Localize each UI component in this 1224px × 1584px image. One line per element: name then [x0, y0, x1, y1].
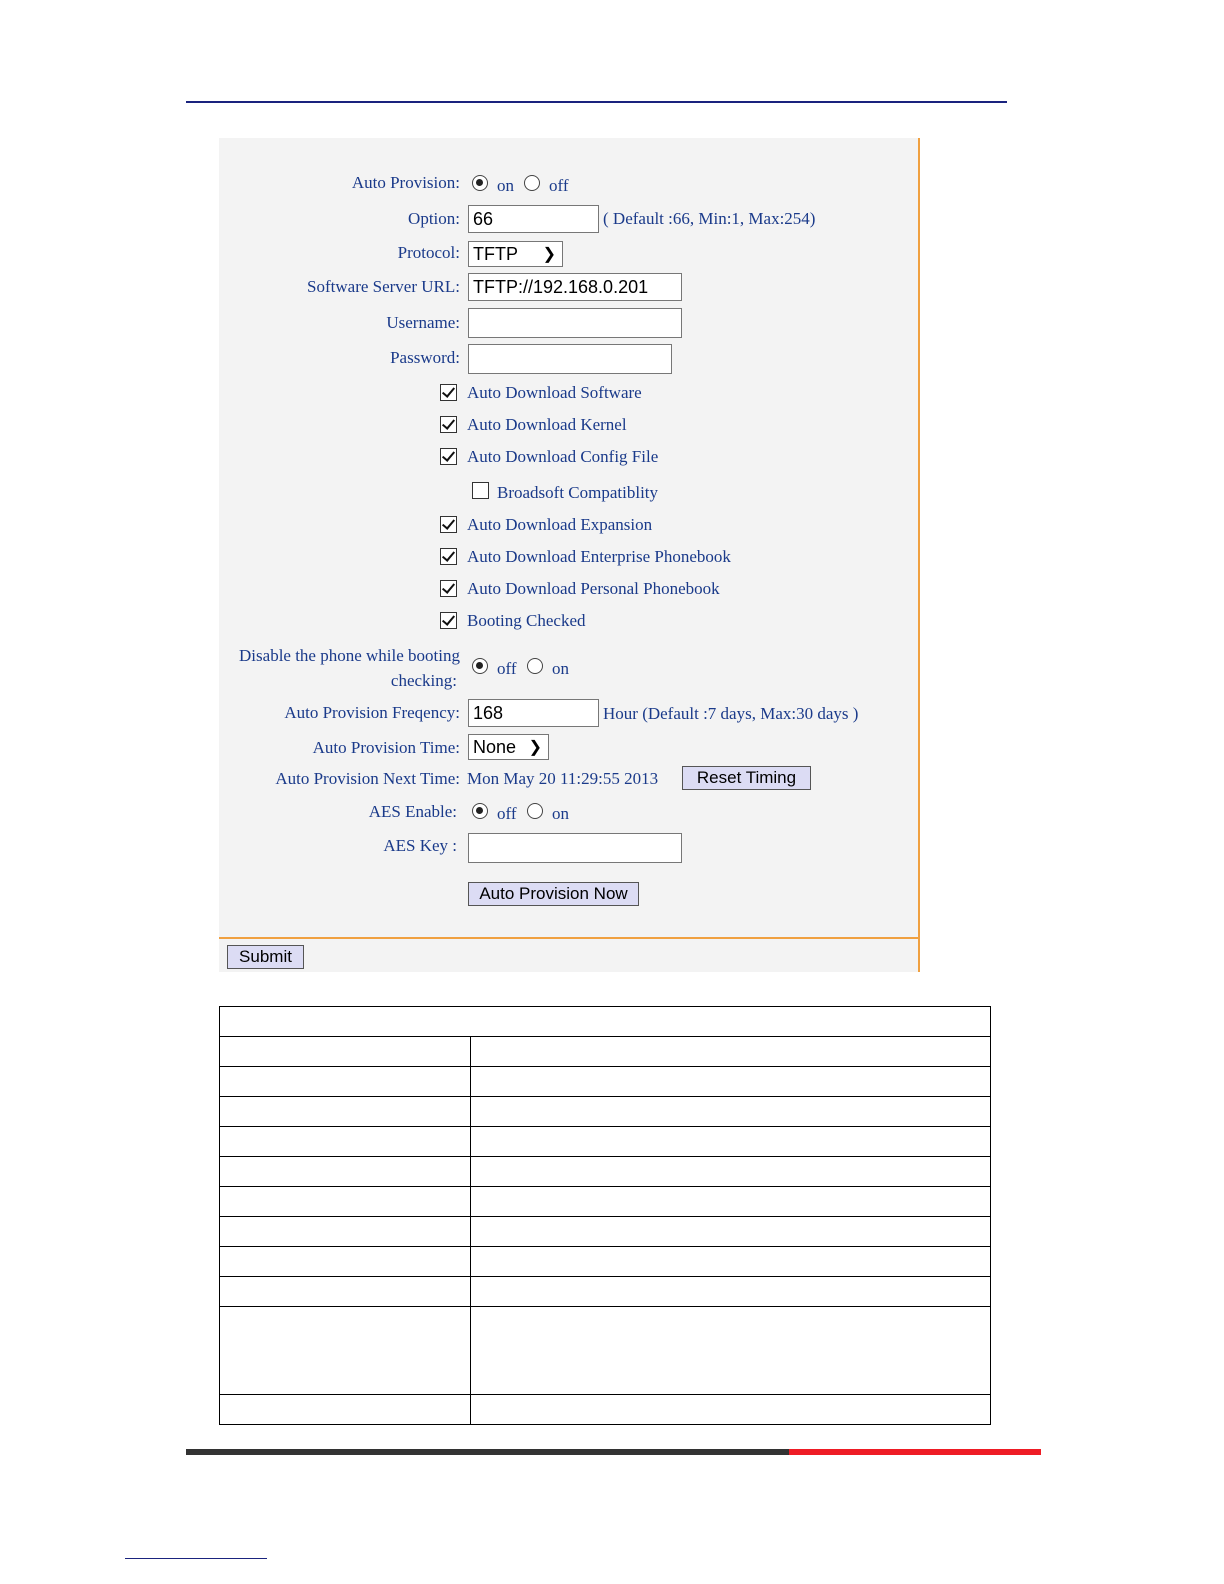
table-row [220, 1247, 991, 1277]
auto-provision-off-radio[interactable] [524, 175, 540, 191]
submit-button[interactable]: Submit [227, 945, 304, 969]
table-cell [220, 1247, 471, 1277]
broadsoft-compatibility-checkbox[interactable] [472, 482, 489, 499]
chevron-down-icon: ❯ [528, 739, 542, 756]
table-row [220, 1127, 991, 1157]
footer-link-underline [125, 1558, 267, 1559]
auto-provision-on-radio[interactable] [472, 175, 488, 191]
disable-phone-label-line1: Disable the phone while booting [239, 646, 460, 665]
auto-provision-on-label: on [497, 176, 514, 195]
username-input[interactable] [468, 308, 682, 338]
auto-download-kernel-checkbox[interactable] [440, 416, 457, 433]
frequency-hint: Hour (Default :7 days, Max:30 days ) [603, 704, 859, 723]
table-cell [220, 1187, 471, 1217]
time-select-value: None [473, 737, 517, 757]
table-cell [471, 1067, 991, 1097]
table-cell [471, 1247, 991, 1277]
protocol-select-value: TFTP [473, 244, 518, 264]
header-rule [186, 101, 1007, 103]
disable-phone-off-label: off [497, 659, 517, 678]
software-server-url-input[interactable]: TFTP://192.168.0.201 [468, 273, 682, 301]
table-cell [220, 1037, 471, 1067]
table-row [220, 1395, 991, 1425]
option-input[interactable]: 66 [468, 205, 599, 233]
table-row [220, 1307, 991, 1395]
table-row [220, 1007, 991, 1037]
auto-download-enterprise-phonebook-label: Auto Download Enterprise Phonebook [467, 547, 731, 566]
table-cell [471, 1307, 991, 1395]
table-cell [220, 1277, 471, 1307]
table-cell [471, 1395, 991, 1425]
next-time-value: Mon May 20 11:29:55 2013 [467, 769, 659, 788]
auto-provision-now-button[interactable]: Auto Provision Now [468, 882, 639, 906]
auto-download-enterprise-phonebook-checkbox[interactable] [440, 548, 457, 565]
aes-key-input[interactable] [468, 833, 682, 863]
aes-enable-off-radio[interactable] [472, 803, 488, 819]
aes-key-label: AES Key : [383, 836, 457, 855]
table-cell [471, 1097, 991, 1127]
auto-download-expansion-checkbox[interactable] [440, 516, 457, 533]
table-cell [471, 1127, 991, 1157]
table-cell [471, 1277, 991, 1307]
auto-provision-off-label: off [549, 176, 569, 195]
protocol-label: Protocol: [397, 243, 460, 262]
disable-phone-label-line2: checking: [390, 671, 457, 690]
table-cell [220, 1157, 471, 1187]
table-cell [471, 1187, 991, 1217]
table-cell [471, 1037, 991, 1067]
table-row [220, 1037, 991, 1067]
broadsoft-compatibility-label: Broadsoft Compatiblity [497, 483, 659, 502]
disable-phone-on-label: on [552, 659, 569, 678]
auto-download-kernel-label: Auto Download Kernel [467, 415, 627, 434]
password-input[interactable] [468, 344, 672, 374]
table-row [220, 1067, 991, 1097]
booting-checked-checkbox[interactable] [440, 612, 457, 629]
disable-phone-on-radio[interactable] [527, 658, 543, 674]
auto-download-config-label: Auto Download Config File [467, 447, 659, 466]
auto-download-expansion-label: Auto Download Expansion [467, 515, 653, 534]
table-header-cell [220, 1007, 991, 1037]
protocol-select[interactable] [468, 241, 563, 267]
table-cell [220, 1395, 471, 1425]
frequency-input[interactable]: 168 [468, 699, 599, 727]
booting-checked-label: Booting Checked [467, 611, 586, 630]
auto-download-personal-phonebook-label: Auto Download Personal Phonebook [467, 579, 720, 598]
aes-enable-label: AES Enable: [368, 802, 457, 821]
table-row [220, 1277, 991, 1307]
table-row [220, 1097, 991, 1127]
table-cell [220, 1217, 471, 1247]
auto-provision-panel [219, 138, 920, 972]
frequency-label: Auto Provision Freqency: [284, 703, 460, 722]
panel-divider [219, 937, 918, 939]
auto-provision-label: Auto Provision: [351, 173, 460, 192]
footer-bar-red [789, 1449, 1041, 1455]
footer-bar-dark [186, 1449, 789, 1455]
auto-download-config-checkbox[interactable] [440, 448, 457, 465]
table-cell [220, 1097, 471, 1127]
option-hint: ( Default :66, Min:1, Max:254) [603, 209, 816, 228]
time-label: Auto Provision Time: [312, 738, 460, 757]
table-cell [220, 1127, 471, 1157]
next-time-label: Auto Provision Next Time: [275, 769, 460, 788]
aes-enable-on-radio[interactable] [527, 803, 543, 819]
chevron-down-icon: ❯ [542, 246, 556, 263]
table-row [220, 1157, 991, 1187]
time-select[interactable] [468, 734, 549, 760]
password-label: Password: [390, 348, 460, 367]
table-cell [471, 1157, 991, 1187]
aes-enable-off-label: off [497, 804, 517, 823]
auto-download-software-label: Auto Download Software [467, 383, 642, 402]
disable-phone-off-radio[interactable] [472, 658, 488, 674]
parameter-table [219, 1006, 991, 1425]
table-row [220, 1217, 991, 1247]
username-label: Username: [386, 313, 460, 332]
option-label: Option: [408, 209, 460, 228]
software-server-url-label: Software Server URL: [307, 277, 460, 296]
table-cell [220, 1067, 471, 1097]
reset-timing-button[interactable]: Reset Timing [682, 766, 811, 790]
aes-enable-on-label: on [552, 804, 569, 823]
table-cell [471, 1217, 991, 1247]
auto-download-personal-phonebook-checkbox[interactable] [440, 580, 457, 597]
table-row [220, 1187, 991, 1217]
auto-download-software-checkbox[interactable] [440, 384, 457, 401]
table-cell [220, 1307, 471, 1395]
